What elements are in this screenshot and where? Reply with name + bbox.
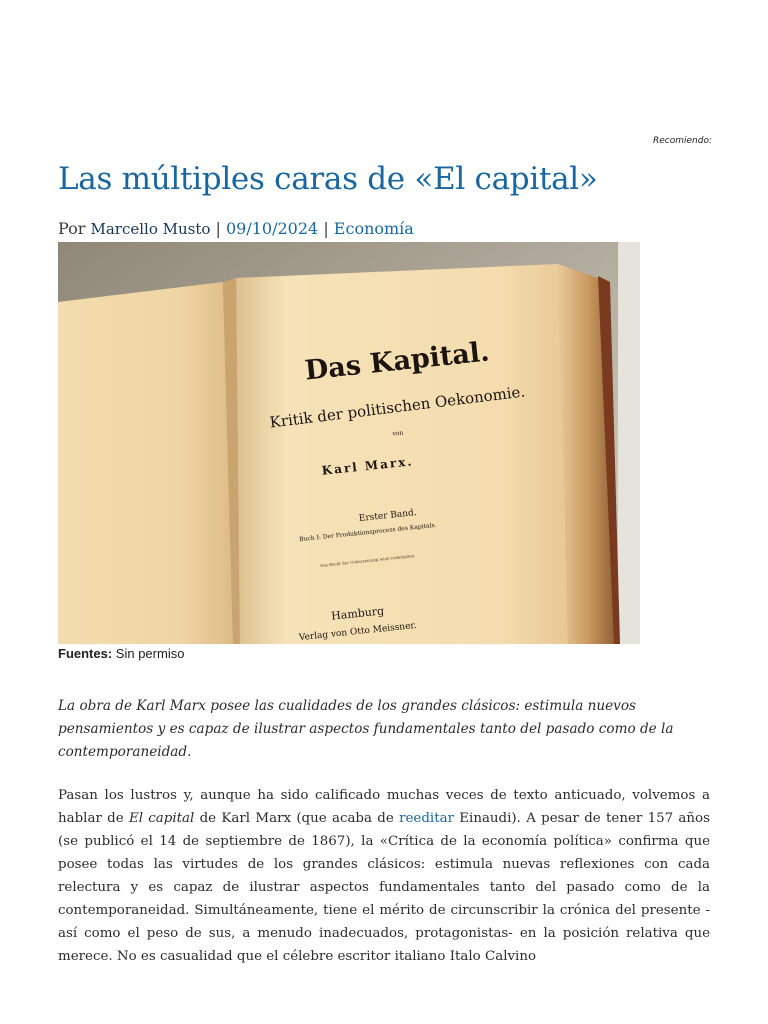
image-author: Karl Marx. <box>321 454 415 478</box>
book-title-em: El capital <box>128 810 195 826</box>
lead-paragraph: La obra de Karl Marx posee las cualidades de los grandes clásicos: estimula nuevos pensamientos y es capaz de ilustrar aspectos fundamentales tanto del pasado como de la contemporaneidad. <box>58 697 674 760</box>
reeditar-link[interactable]: reeditar <box>399 810 454 826</box>
byline-prefix: Por <box>58 218 86 238</box>
image-volume: Erster Band. <box>358 507 418 524</box>
byline-separator: | <box>323 218 329 238</box>
body-text-segment: Einaudi). A pesar de tener 157 años (se publicó el 14 de septiembre de 1867), la «Crítica de la economía política» confirma que posee todas las virtudes de los grandes clásicos: estimula nuevas reflexiones con cada relectura y es capaz de ilustrar aspectos fundamentales tanto del pasado como de la contemporaneidad. Simultáneamente, tiene el mérito de circunscribir la crónica del presente -así como el peso de sus, a menudo inadecuados, protagonistas- en la posición relativa que merece. No es casualidad que el célebre escritor italiano Italo Calvino <box>58 810 710 964</box>
image-caption <box>58 646 710 661</box>
image-book-title: Das Kapital. <box>303 336 491 387</box>
image-subtitle: Kritik der politischen Oekonomie. <box>268 382 527 432</box>
byline-separator: | <box>215 218 221 238</box>
image-rights-line: Das Recht der Uebersetzung wird vorbehalten. <box>319 552 416 568</box>
category-link[interactable]: Economía <box>333 218 414 238</box>
article-title: Las múltiples caras de «El capital» <box>58 161 598 197</box>
article-image <box>58 242 640 644</box>
body-text-segment: de Karl Marx (que acaba de <box>194 810 400 826</box>
caption-text: Sin permiso <box>115 645 185 661</box>
byline <box>58 219 710 239</box>
caption-label: Fuentes: <box>58 645 113 661</box>
date-link[interactable]: 09/10/2024 <box>226 218 319 238</box>
image-von: von <box>392 429 404 438</box>
image-book-line: Buch I: Der Produktionsprocess des Kapitals. <box>298 521 437 543</box>
author-link[interactable]: Marcello Musto <box>90 219 211 238</box>
recommend-label: Recomiendo: <box>652 136 712 146</box>
body-text-segment: Pasan los lustros y, aunque ha sido calificado muchas veces de texto anticuado, volvemos a hablar de <box>58 787 710 826</box>
image-city: Hamburg <box>330 604 385 623</box>
book-photo <box>58 242 640 644</box>
body-paragraph <box>58 784 710 968</box>
image-publisher: Verlag von Otto Meissner. <box>298 620 418 643</box>
article <box>58 160 710 981</box>
